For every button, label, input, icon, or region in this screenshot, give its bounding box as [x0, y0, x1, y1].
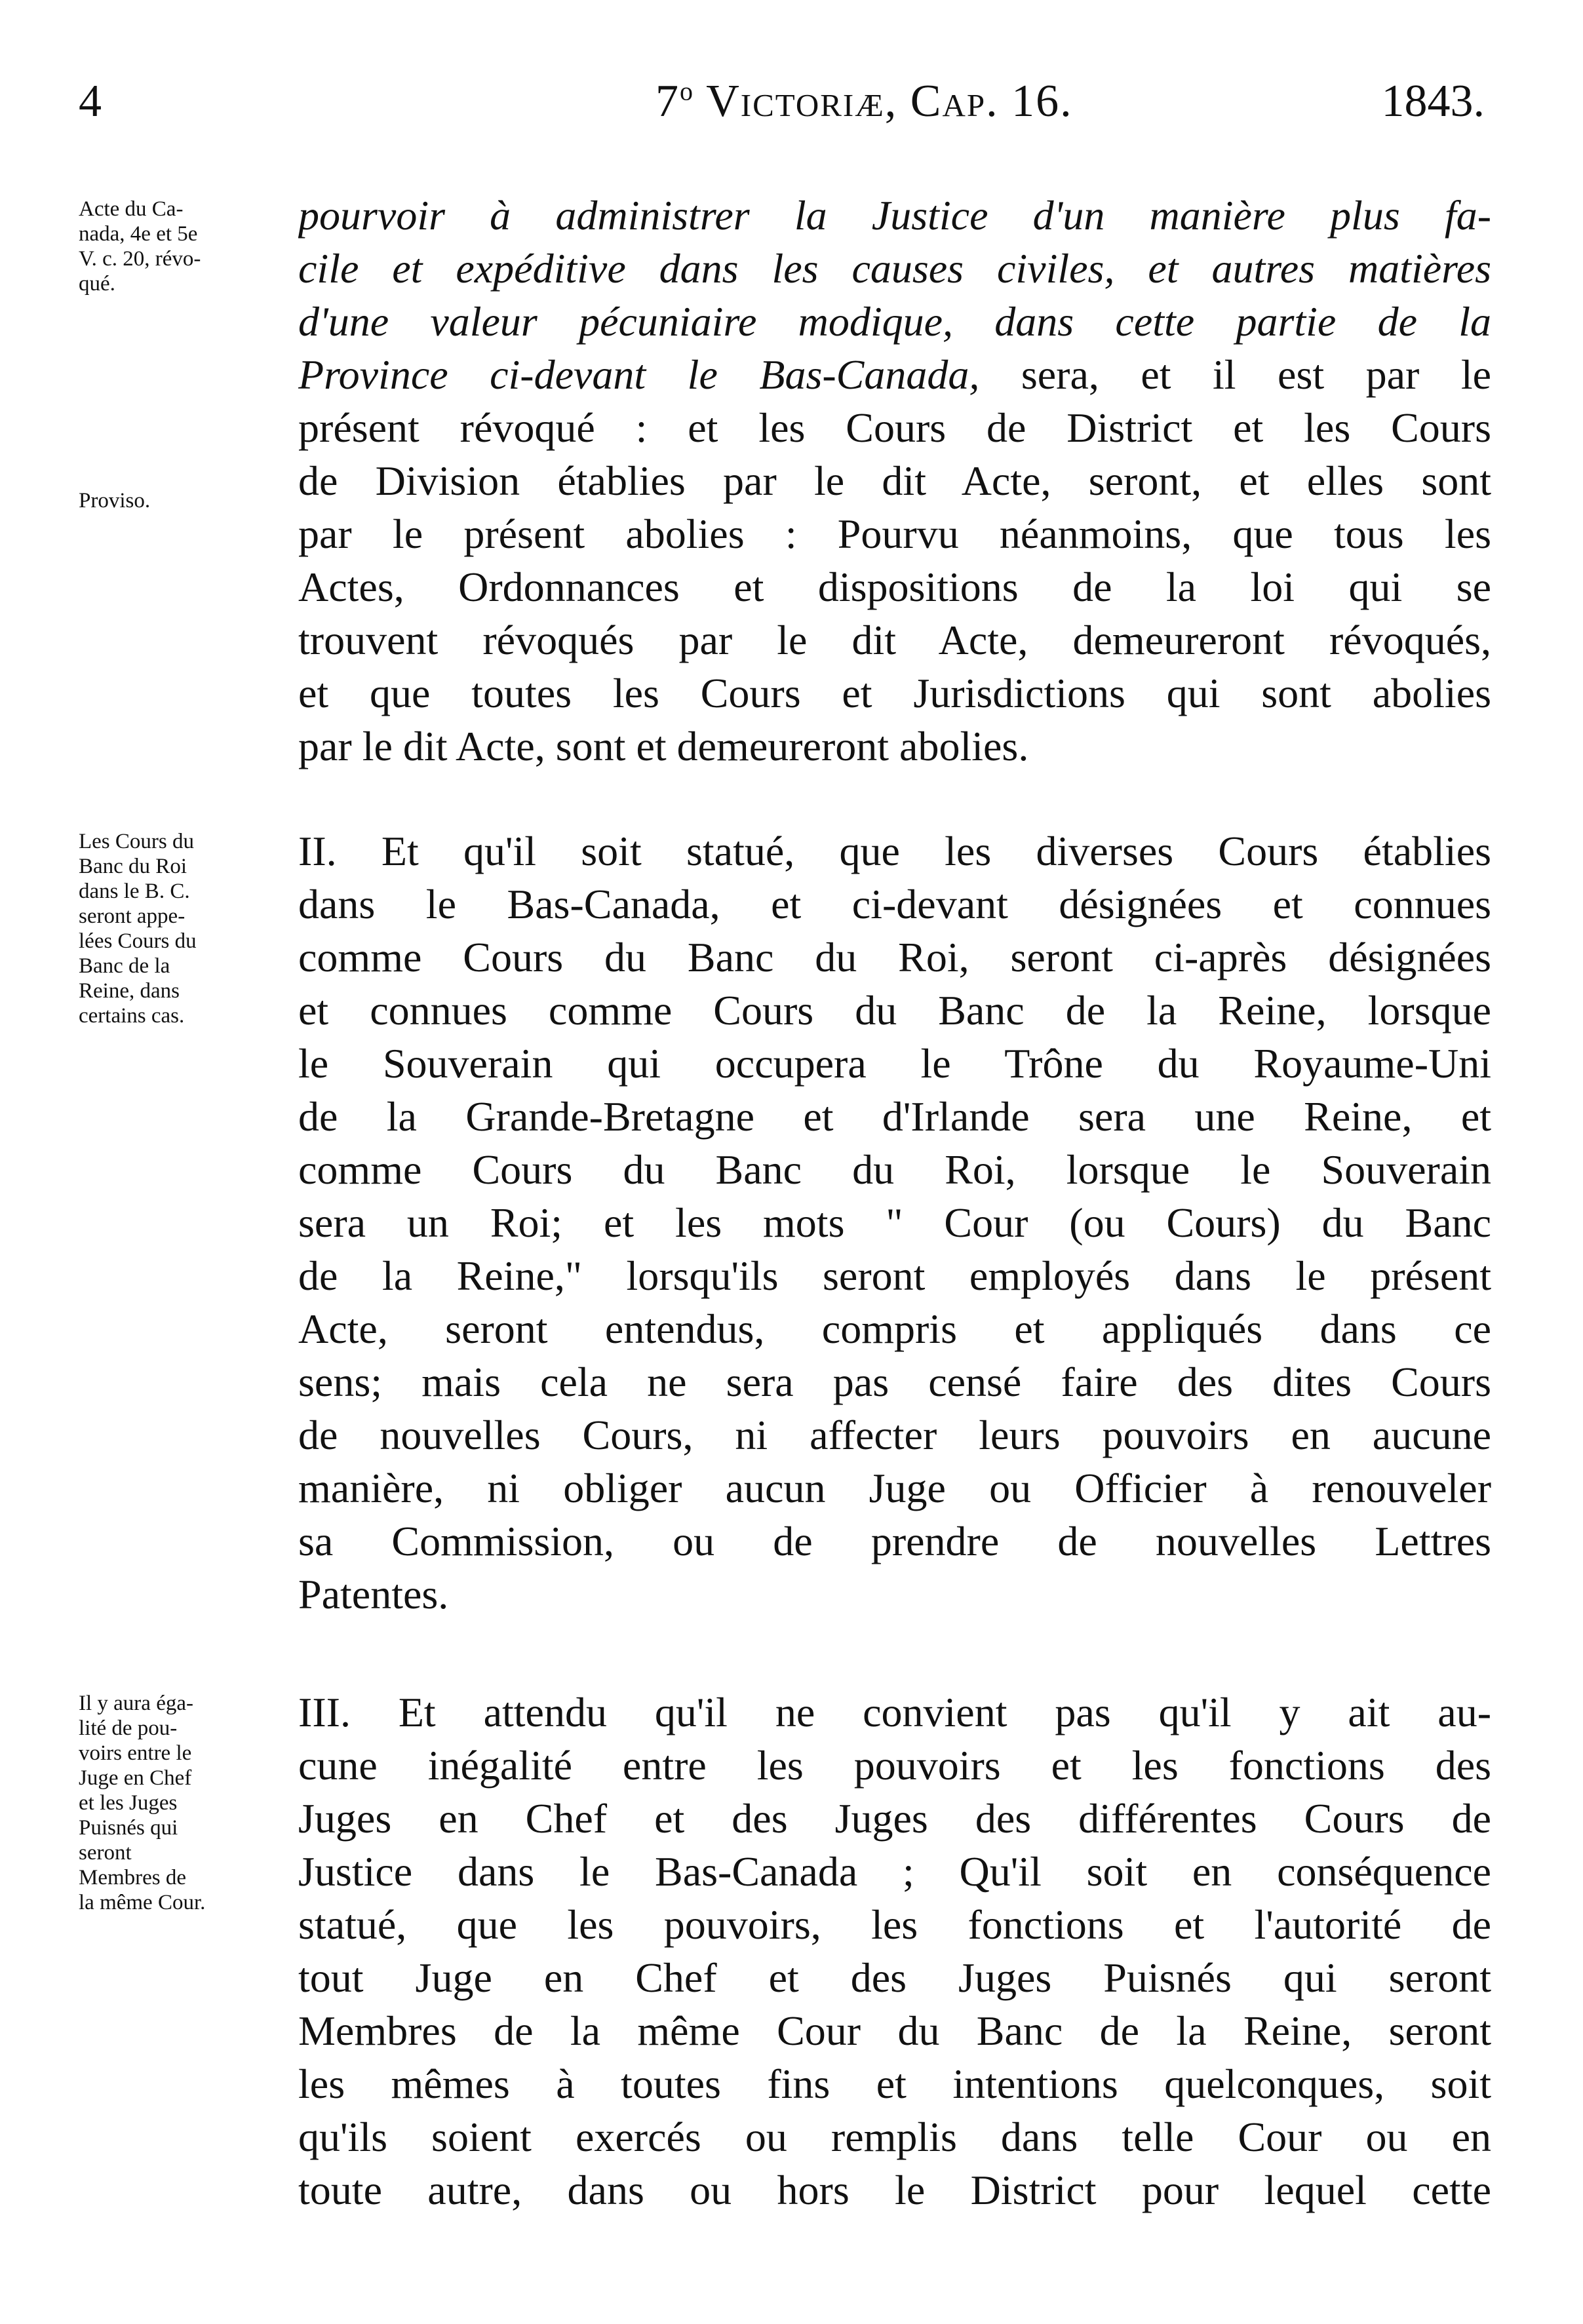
- text-line: sera un Roi; et les mots " Cour (ou Cours) du Banc: [298, 1199, 1491, 1246]
- margin-note-line: Puisnés qui: [79, 1816, 178, 1840]
- text-line: Membres de la même Cour du Banc de la Reine, seront: [298, 2007, 1491, 2054]
- text-line: par le dit Acte, sont et demeureront abolies.: [298, 723, 1029, 769]
- margin-note-line: et les Juges: [79, 1791, 178, 1815]
- margin-note-line: qué.: [79, 272, 115, 296]
- text-line: Juges en Chef et des Juges des différentes Cours de: [298, 1795, 1491, 1842]
- text-line: le Souverain qui occupera le Trône du Royaume-Uni: [298, 1040, 1491, 1087]
- text-line: pourvoir à administrer la Justice d'un manière plus fa-: [298, 192, 1491, 239]
- margin-note-line: Il y aura éga-: [79, 1692, 193, 1715]
- text-line: Province ci-devant le Bas-Canada, sera, et il est par le: [298, 351, 1491, 398]
- text-line: sens; mais cela ne sera pas censé faire des dites Cours: [298, 1359, 1491, 1405]
- page-number: 4: [79, 76, 102, 126]
- text-line: Justice dans le Bas-Canada ; Qu'il soit en conséquence: [298, 1848, 1491, 1895]
- margin-note-line: la même Cour.: [79, 1891, 206, 1914]
- text-line: présent révoqué : et les Cours de District et les Cours: [298, 404, 1491, 451]
- margin-note-line: seront appe-: [79, 904, 186, 928]
- margin-note-line: Acte du Ca-: [79, 197, 184, 221]
- text-line: comme Cours du Banc du Roi, lorsque le Souverain: [298, 1146, 1491, 1193]
- text-line: cile et expéditive dans les causes civiles, et autres matières: [298, 245, 1491, 292]
- margin-note-line: lées Cours du: [79, 929, 197, 953]
- margin-note-line: Banc du Roi: [79, 855, 187, 878]
- page-year: 1843.: [1381, 76, 1485, 126]
- margin-note-line: V. c. 20, révo-: [79, 247, 201, 271]
- title-number: 7: [655, 76, 680, 126]
- margin-note-line: Proviso.: [79, 489, 151, 513]
- margin-note-line: Banc de la: [79, 954, 170, 978]
- margin-note-acte-revoque: [79, 197, 302, 296]
- section-3-text: [298, 1686, 1491, 2217]
- text-line: de Division établies par le dit Acte, seront, et elles sont: [298, 457, 1491, 504]
- margin-note-egalite-pouvoirs: [79, 1691, 302, 1915]
- italic-phrase: Province ci-devant le Bas-Canada,: [298, 351, 980, 398]
- text-line: sa Commission, ou de prendre de nouvelles Lettres: [298, 1518, 1491, 1564]
- text-line: et connues comme Cours du Banc de la Reine, lorsque: [298, 987, 1491, 1034]
- text-line: de la Reine," lorsqu'ils seront employés dans le présent: [298, 1252, 1491, 1299]
- text-line: trouvent révoqués par le dit Acte, demeureront révoqués,: [298, 617, 1491, 663]
- text-line: d'une valeur pécuniaire modique, dans cette partie de la: [298, 298, 1491, 345]
- section-2-text: [298, 824, 1491, 1621]
- margin-note-cours-banc: [79, 829, 302, 1028]
- text-line: manière, ni obliger aucun Juge ou Officier à renouveler: [298, 1465, 1491, 1511]
- margin-note-line: seront: [79, 1841, 132, 1865]
- text-line: tout Juge en Chef et des Juges Puisnés qui seront: [298, 1954, 1491, 2001]
- text-line: et que toutes les Cours et Jurisdictions qui sont abolies: [298, 670, 1491, 716]
- margin-note-line: certains cas.: [79, 1004, 185, 1028]
- margin-note-line: Membres de: [79, 1866, 187, 1889]
- text-line: dans le Bas-Canada, et ci-devant désignées et connues: [298, 881, 1491, 927]
- text-line: toute autre, dans ou hors le District pour lequel cette: [298, 2167, 1491, 2213]
- title-superscript: o: [680, 76, 694, 106]
- text-line: statué, que les pouvoirs, les fonctions et l'autorité de: [298, 1901, 1491, 1948]
- title-text: Victoriæ, Cap. 16.: [694, 76, 1073, 126]
- margin-note-line: dans le B. C.: [79, 880, 190, 903]
- text-line: les mêmes à toutes fins et intentions quelconques, soit: [298, 2061, 1491, 2107]
- margin-note-proviso: [79, 488, 302, 513]
- text-line: comme Cours du Banc du Roi, seront ci-après désignées: [298, 934, 1491, 980]
- text-line: par le présent abolies : Pourvu néanmoins, que tous les: [298, 511, 1491, 557]
- text-line: de nouvelles Cours, ni affecter leurs pouvoirs en aucune: [298, 1412, 1491, 1458]
- text-line: cune inégalité entre les pouvoirs et les fonctions des: [298, 1742, 1491, 1789]
- margin-note-line: nada, 4e et 5e: [79, 222, 198, 246]
- text-line: de la Grande-Bretagne et d'Irlande sera une Reine, et: [298, 1093, 1491, 1140]
- margin-note-line: Juge en Chef: [79, 1766, 192, 1790]
- running-title: [655, 76, 1245, 126]
- text-line: II. Et qu'il soit statué, que les diverses Cours établies: [298, 828, 1491, 874]
- text-line: Patentes.: [298, 1571, 449, 1617]
- text-line: Actes, Ordonnances et dispositions de la loi qui se: [298, 564, 1491, 610]
- text-line: III. Et attendu qu'il ne convient pas qu'il y ait au-: [298, 1689, 1491, 1735]
- margin-note-line: Les Cours du: [79, 830, 194, 853]
- text-line: qu'ils soient exercés ou remplis dans telle Cour ou en: [298, 2114, 1491, 2160]
- margin-note-line: lité de pou-: [79, 1716, 178, 1740]
- margin-note-line: voirs entre le: [79, 1741, 192, 1765]
- margin-note-line: Reine, dans: [79, 979, 180, 1003]
- section-1-text: [298, 189, 1491, 773]
- text-line: Acte, seront entendus, compris et appliqués dans ce: [298, 1306, 1491, 1352]
